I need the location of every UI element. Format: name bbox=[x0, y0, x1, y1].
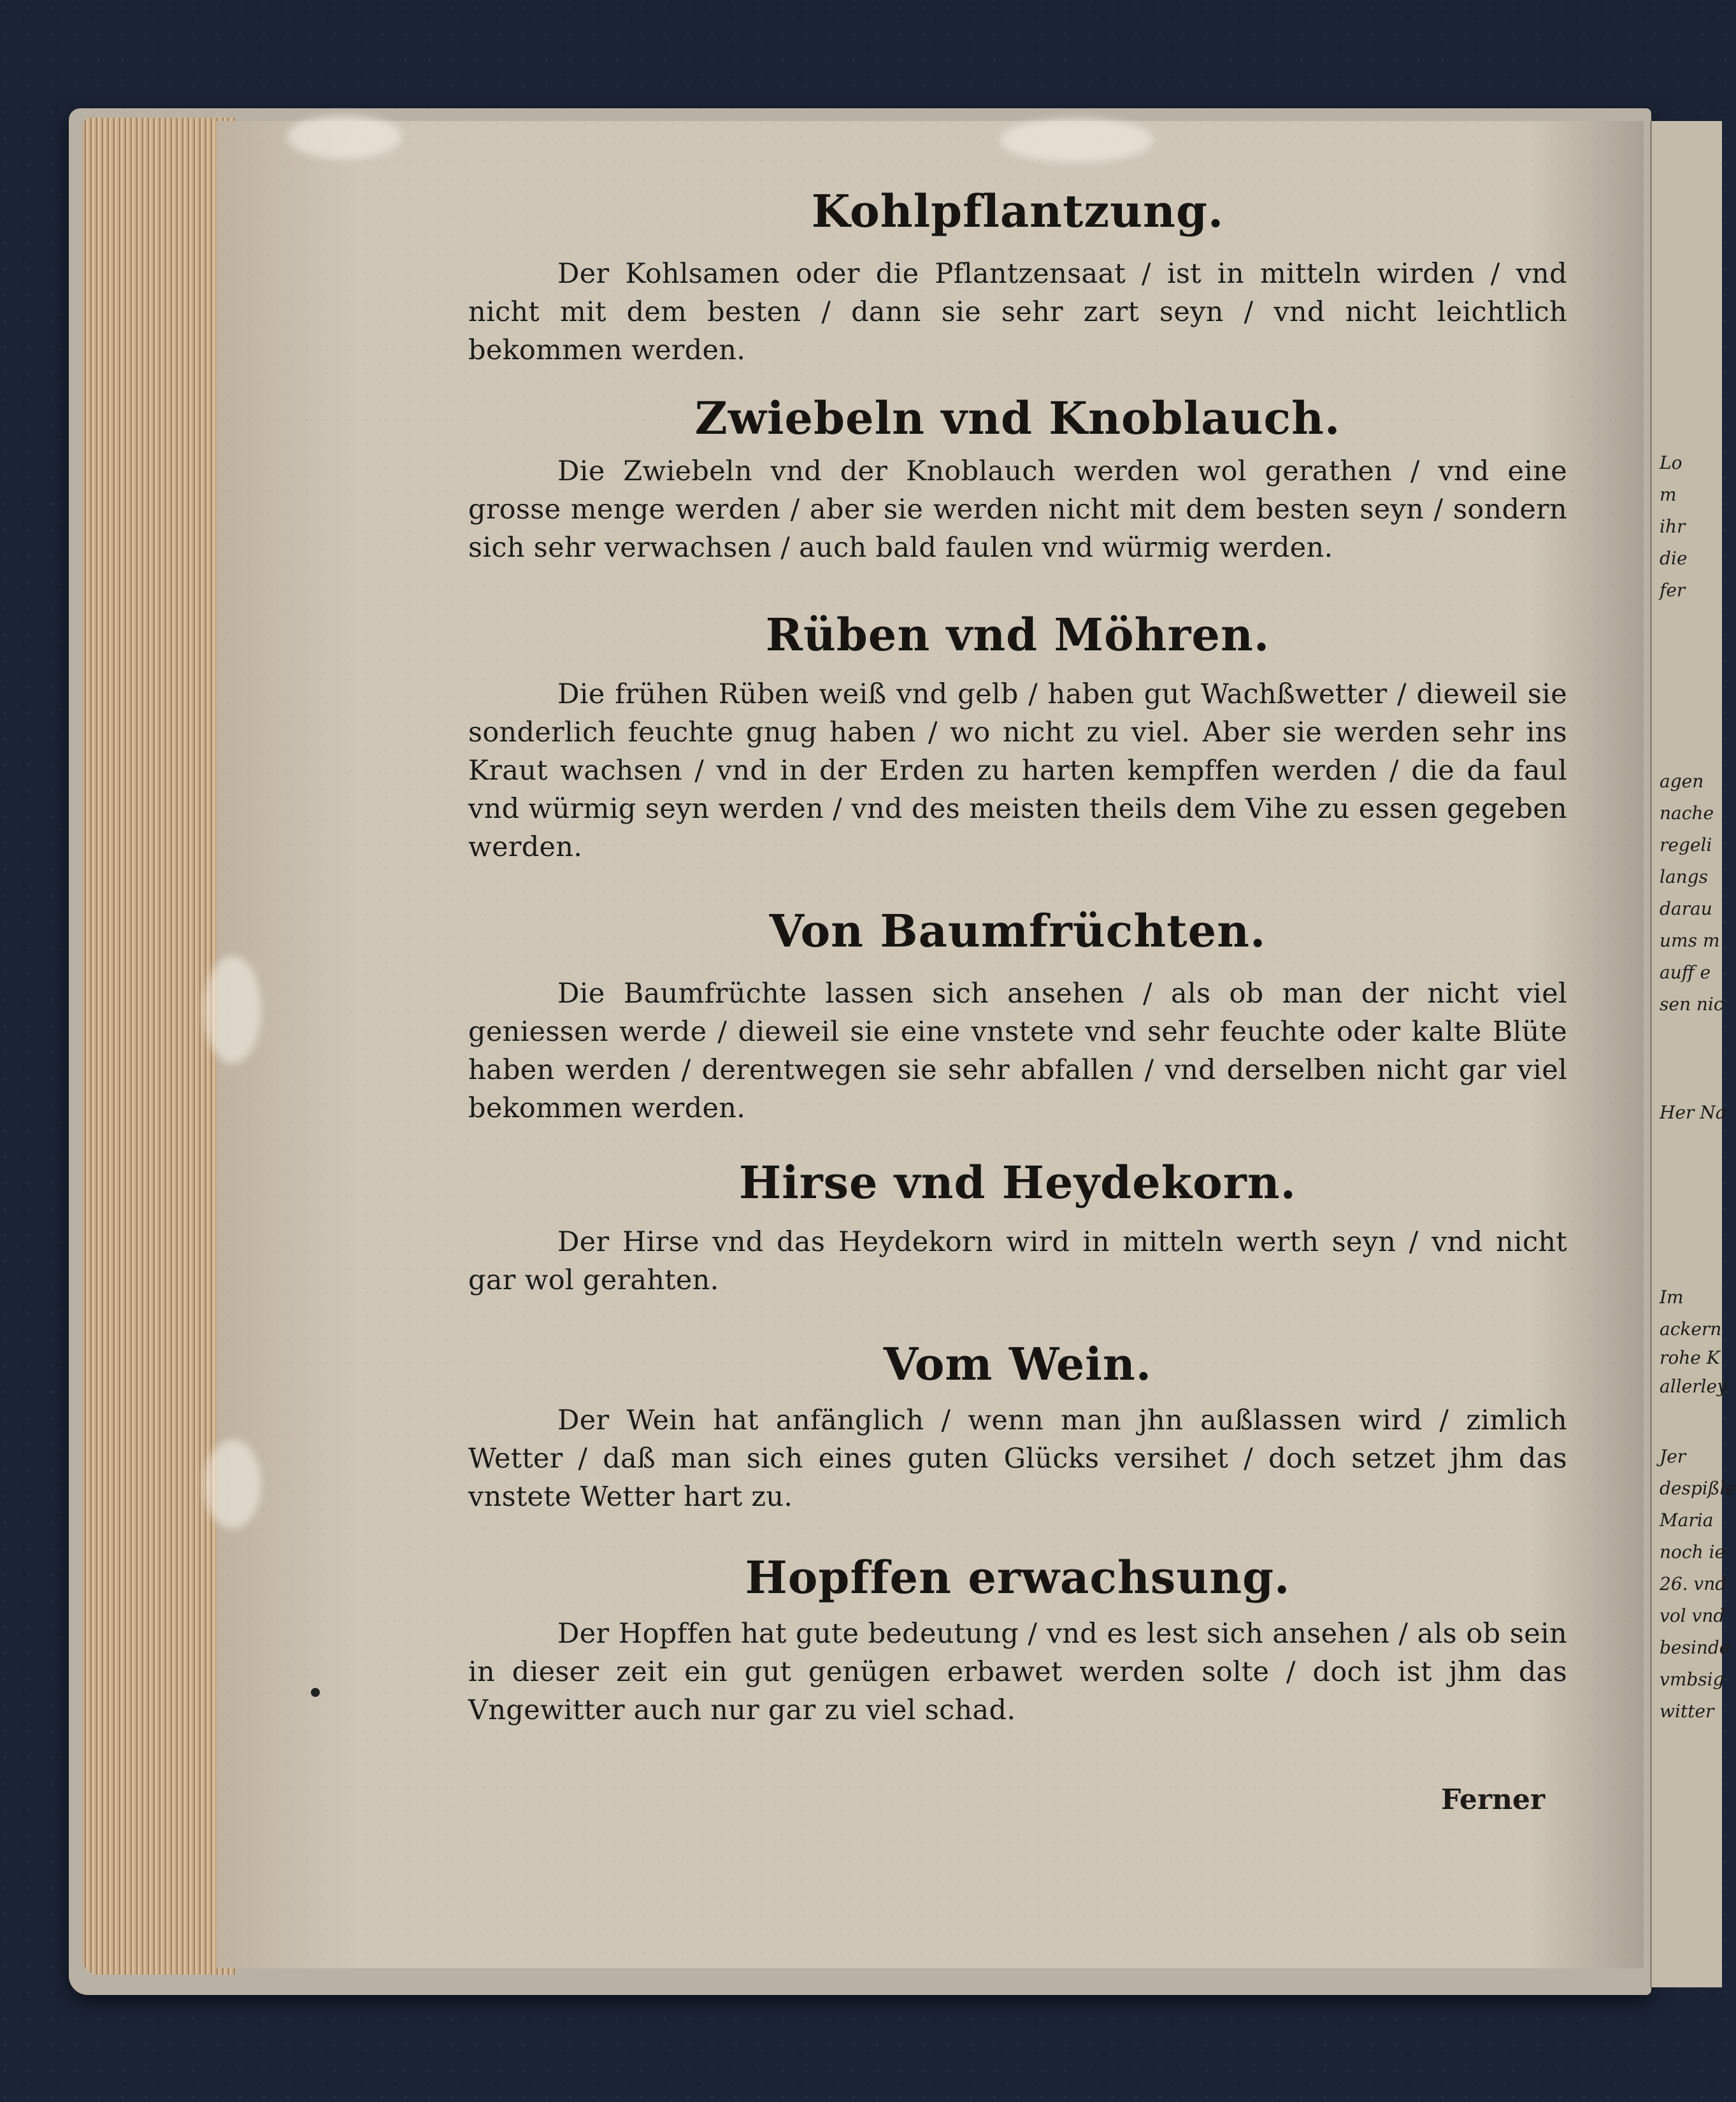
ink-speck bbox=[311, 1688, 320, 1697]
margin-fragment: despißle bbox=[1660, 1478, 1736, 1499]
section-heading: Hopffen erwachsung. bbox=[745, 1551, 1291, 1604]
paper-stain bbox=[287, 115, 401, 159]
section-heading: Kohlpflantzung. bbox=[811, 185, 1224, 238]
paper-stain bbox=[204, 1440, 261, 1529]
margin-fragment: Im bbox=[1660, 1287, 1684, 1308]
section-heading: Zwiebeln vnd Knoblauch. bbox=[694, 392, 1341, 445]
section-heading: Von Baumfrüchten. bbox=[769, 904, 1266, 957]
paper-stain bbox=[204, 955, 261, 1064]
section-paragraph: Die frühen Rüben weiß vnd gelb / haben gut Wachßwetter / dieweil sie sonderlich feuchte gnug haben / wo nicht zu viel. Aber sie werden sehr ins Kraut wachsen / vnd in der Erden zu harten kempffen werden / die da faul vnd würmig seyn werden / vnd des meisten theils dem Vihe zu essen gegeben werden. bbox=[468, 678, 1567, 863]
margin-fragment: vmbsig bbox=[1660, 1669, 1725, 1690]
margin-fragment: ackern bbox=[1660, 1319, 1722, 1340]
section-heading: Vom Wein. bbox=[883, 1338, 1152, 1391]
section-paragraph: Der Wein hat anfänglich / wenn man jhn außlassen wird / zimlich Wetter / daß man sich eines guten Glücks versihet / doch setzet jhm das vnstete Wetter hart zu. bbox=[468, 1405, 1567, 1513]
section-paragraph: Die Baumfrüchte lassen sich ansehen / als ob man der nicht viel geniessen werde / dieweil sie eine vnstete vnd sehr feuchte oder kalte Blüte haben werden / derentwegen sie sehr abfallen / vnd derselben nicht gar viel bekommen werden. bbox=[468, 978, 1567, 1124]
margin-fragment: nache bbox=[1660, 803, 1714, 824]
margin-fragment: 26. vnd bbox=[1660, 1573, 1727, 1594]
margin-fragment: ihr bbox=[1660, 516, 1686, 537]
margin-fragment: sen nic bbox=[1660, 994, 1724, 1015]
margin-fragment: vol vnd bbox=[1660, 1605, 1725, 1626]
margin-fragment: besinde bbox=[1660, 1637, 1730, 1658]
margin-fragment: noch ie bbox=[1660, 1541, 1726, 1562]
section-paragraph: Der Hopffen hat gute bedeutung / vnd es lest sich ansehen / als ob sein in dieser zeit ein gut genügen erbawet werden solte / doch ist jhm das Vngewitter auch nur gar zu viel schad. bbox=[468, 1618, 1567, 1726]
margin-fragment: ums m bbox=[1660, 930, 1720, 951]
margin-fragment: langs bbox=[1660, 866, 1708, 887]
paper-stain bbox=[1000, 118, 1153, 162]
margin-fragment: allerley bbox=[1660, 1376, 1727, 1397]
margin-fragment: agen bbox=[1660, 771, 1704, 792]
margin-fragment: Her Na bbox=[1660, 1102, 1726, 1123]
catchword: Ferner bbox=[1441, 1784, 1546, 1816]
margin-fragment: fer bbox=[1660, 580, 1686, 601]
section-paragraph: Der Hirse vnd das Heydekorn wird in mitteln werth seyn / vnd nicht gar wol gerahten. bbox=[468, 1226, 1567, 1296]
margin-fragment: darau bbox=[1660, 898, 1712, 919]
section-heading: Rüben vnd Möhren. bbox=[765, 608, 1270, 661]
margin-fragment: Maria bbox=[1660, 1510, 1714, 1531]
margin-fragment: rohe K bbox=[1660, 1347, 1720, 1368]
margin-fragment: witter bbox=[1660, 1701, 1714, 1722]
section-paragraph: Der Kohlsamen oder die Pflantzensaat / ist in mitteln wirden / vnd nicht mit dem besten / dann sie sehr zart seyn / vnd nicht leichtlich bekommen werden. bbox=[468, 258, 1567, 366]
section-paragraph: Die Zwiebeln vnd der Knoblauch werden wol gerathen / vnd eine grosse menge werden / aber sie werden nicht mit dem besten seyn / sondern sich sehr verwachsen / auch bald faulen vnd würmig werden. bbox=[468, 455, 1567, 564]
margin-fragment: Lo bbox=[1660, 452, 1682, 473]
section-heading: Hirse vnd Heydekorn. bbox=[739, 1156, 1296, 1209]
margin-fragment: die bbox=[1660, 548, 1688, 569]
margin-fragment: auff e bbox=[1660, 962, 1711, 983]
right-page-edge bbox=[1650, 121, 1736, 1987]
margin-fragment: m bbox=[1660, 484, 1677, 505]
margin-fragment: Jer bbox=[1660, 1446, 1686, 1467]
margin-fragment: regeli bbox=[1660, 834, 1712, 855]
